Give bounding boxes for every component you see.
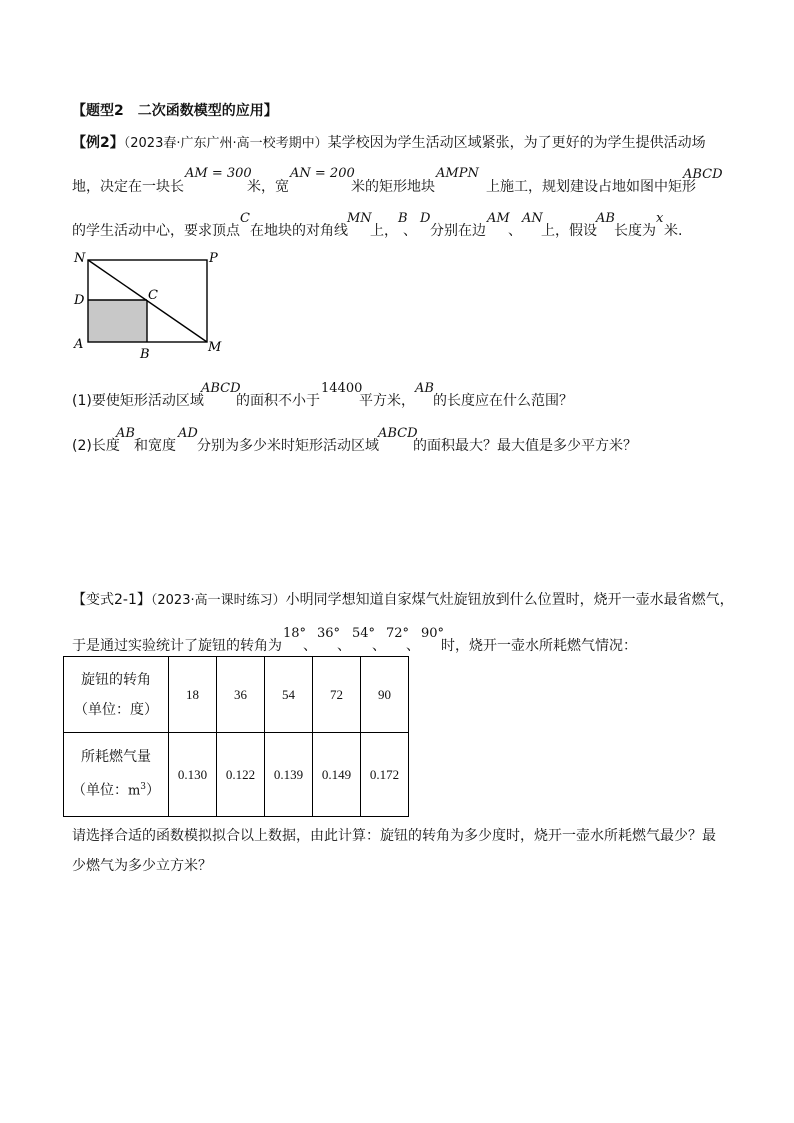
example2-line3c: 上， xyxy=(370,223,398,239)
rectangle-diagram xyxy=(68,245,238,363)
gas-unit-suffix: ） xyxy=(146,782,161,799)
table-cell: 72 xyxy=(313,657,361,733)
angle-54: 54° xyxy=(352,626,376,641)
abcd-shaded-region xyxy=(88,300,147,342)
q2-ab: AB xyxy=(116,426,135,441)
table-cell: 0.149 xyxy=(313,733,361,817)
expr-an: AN xyxy=(522,211,543,226)
example2-line3d: 分别在边 xyxy=(430,223,486,239)
q1-text-b: 的面积不小于 xyxy=(236,393,320,409)
variant-text: 小明同学想知道自家煤气灶旋钮放到什么位置时，烧开一壶水最省燃气， xyxy=(285,592,734,608)
example2-line3b: 在地块的对角线 xyxy=(250,223,348,239)
table-cell: 0.172 xyxy=(361,733,409,817)
variant-tag: 【变式2-1】 xyxy=(72,592,151,608)
table-cell: 90 xyxy=(361,657,409,733)
example2-line2a: 地，决定在一块长 xyxy=(72,179,184,195)
q1-text-a: (1)要使矩形活动区域 xyxy=(72,393,204,409)
angle-90: 90° xyxy=(421,626,445,641)
gas-unit-exponent: 3 xyxy=(140,782,147,793)
example2-line2c: 米的矩形地块 xyxy=(351,179,435,195)
q1-ab: AB xyxy=(415,381,434,396)
expr-am-300: AM = 300 xyxy=(185,166,252,181)
example-tag: 【例2】 xyxy=(72,135,124,151)
gas-unit-m: m xyxy=(127,783,141,799)
angle-sep-1: 、 xyxy=(303,638,317,654)
angle-sep-4: 、 xyxy=(406,638,420,654)
gas-label-1: 所耗燃气量 xyxy=(81,749,151,766)
expr-b: B xyxy=(398,211,408,226)
q2-text-c: 分别为多少米时矩形活动区域 xyxy=(197,438,379,454)
q2-ad: AD xyxy=(178,426,198,441)
label-n: N xyxy=(74,251,86,266)
gas-usage-table xyxy=(63,656,409,817)
example2-line2b: 米，宽 xyxy=(247,179,289,195)
variant-line1 xyxy=(72,590,734,611)
label-b: B xyxy=(140,347,150,362)
expr-an-200: AN = 200 xyxy=(290,166,355,181)
label-c: C xyxy=(148,288,158,303)
q2-text-d: 的面积最大？最大值是多少平方米？ xyxy=(413,438,637,454)
label-m: M xyxy=(208,340,222,355)
q2-text-a: (2)长度 xyxy=(72,438,120,454)
example2-line3f: 长度为 xyxy=(614,223,656,239)
table-row-gas xyxy=(64,733,409,817)
variant-line2b: 时，烧开一壶水所耗燃气情况： xyxy=(441,638,637,654)
label-a: A xyxy=(74,337,84,352)
variant-question-line1: 请选择合适的函数模拟拟合以上数据，由此计算：旋钮的转角为多少度时，烧开一壶水所耗燃气最少？最 xyxy=(72,828,716,844)
q1-number: 14400 xyxy=(321,381,363,396)
example2-line2d: 上施工，规划建设占地如图中矩形 xyxy=(486,179,696,195)
variant-source: （2023·高一课时练习） xyxy=(150,593,286,608)
example-source: （2023春·广东广州·高一校考期中） xyxy=(123,136,328,151)
angle-36: 36° xyxy=(317,626,341,641)
angle-72: 72° xyxy=(386,626,410,641)
expr-d: D xyxy=(420,211,431,226)
table-cell: 36 xyxy=(217,657,265,733)
expr-ampn: AMPN xyxy=(436,166,479,181)
angle-label-1: 旋钮的转角 xyxy=(81,671,151,688)
q2-text-b: 和宽度 xyxy=(134,438,176,454)
expr-mn: MN xyxy=(347,211,372,226)
q2-abcd: ABCD xyxy=(378,426,418,441)
angle-18: 18° xyxy=(283,626,307,641)
example2-text: 某学校因为学生活动区域紧张，为了更好的为学生提供活动场 xyxy=(327,135,706,151)
expr-x: x xyxy=(656,211,664,226)
expr-abcd: ABCD xyxy=(683,167,723,182)
gas-label-2 xyxy=(64,772,168,807)
angle-sep-2: 、 xyxy=(337,638,351,654)
section-title: 【题型2 二次函数模型的应用】 xyxy=(72,103,278,119)
table-cell: 0.130 xyxy=(169,733,217,817)
sep1: 、 xyxy=(403,223,417,239)
expr-ab: AB xyxy=(596,211,615,226)
angle-label-2: （单位：度） xyxy=(74,701,158,718)
table-cell: 54 xyxy=(265,657,313,733)
angle-sep-3: 、 xyxy=(372,638,386,654)
expr-c: C xyxy=(240,211,250,226)
variant-question-line2: 少燃气为多少立方米？ xyxy=(72,858,212,874)
table-row-angle xyxy=(64,657,409,733)
example2-line1 xyxy=(72,133,706,154)
table-header-gas xyxy=(64,733,169,817)
example2-line3g: 米. xyxy=(664,223,683,239)
q1-text-d: 的长度应在什么范围？ xyxy=(433,393,573,409)
q1-abcd: ABCD xyxy=(201,381,241,396)
label-p: P xyxy=(209,251,218,266)
variant-line2a: 于是通过实验统计了旋钮的转角为 xyxy=(72,638,282,654)
table-cell: 18 xyxy=(169,657,217,733)
q1-text-c: 平方米， xyxy=(359,393,415,409)
example2-line3a: 的学生活动中心，要求顶点 xyxy=(72,223,240,239)
table-cell: 0.122 xyxy=(217,733,265,817)
sep2: 、 xyxy=(508,223,522,239)
example2-line3e: 上，假设 xyxy=(541,223,597,239)
label-d: D xyxy=(74,293,85,308)
gas-unit-prefix: （单位： xyxy=(71,782,128,799)
table-header-angle xyxy=(64,657,169,733)
table-cell: 0.139 xyxy=(265,733,313,817)
expr-am: AM xyxy=(487,211,510,226)
